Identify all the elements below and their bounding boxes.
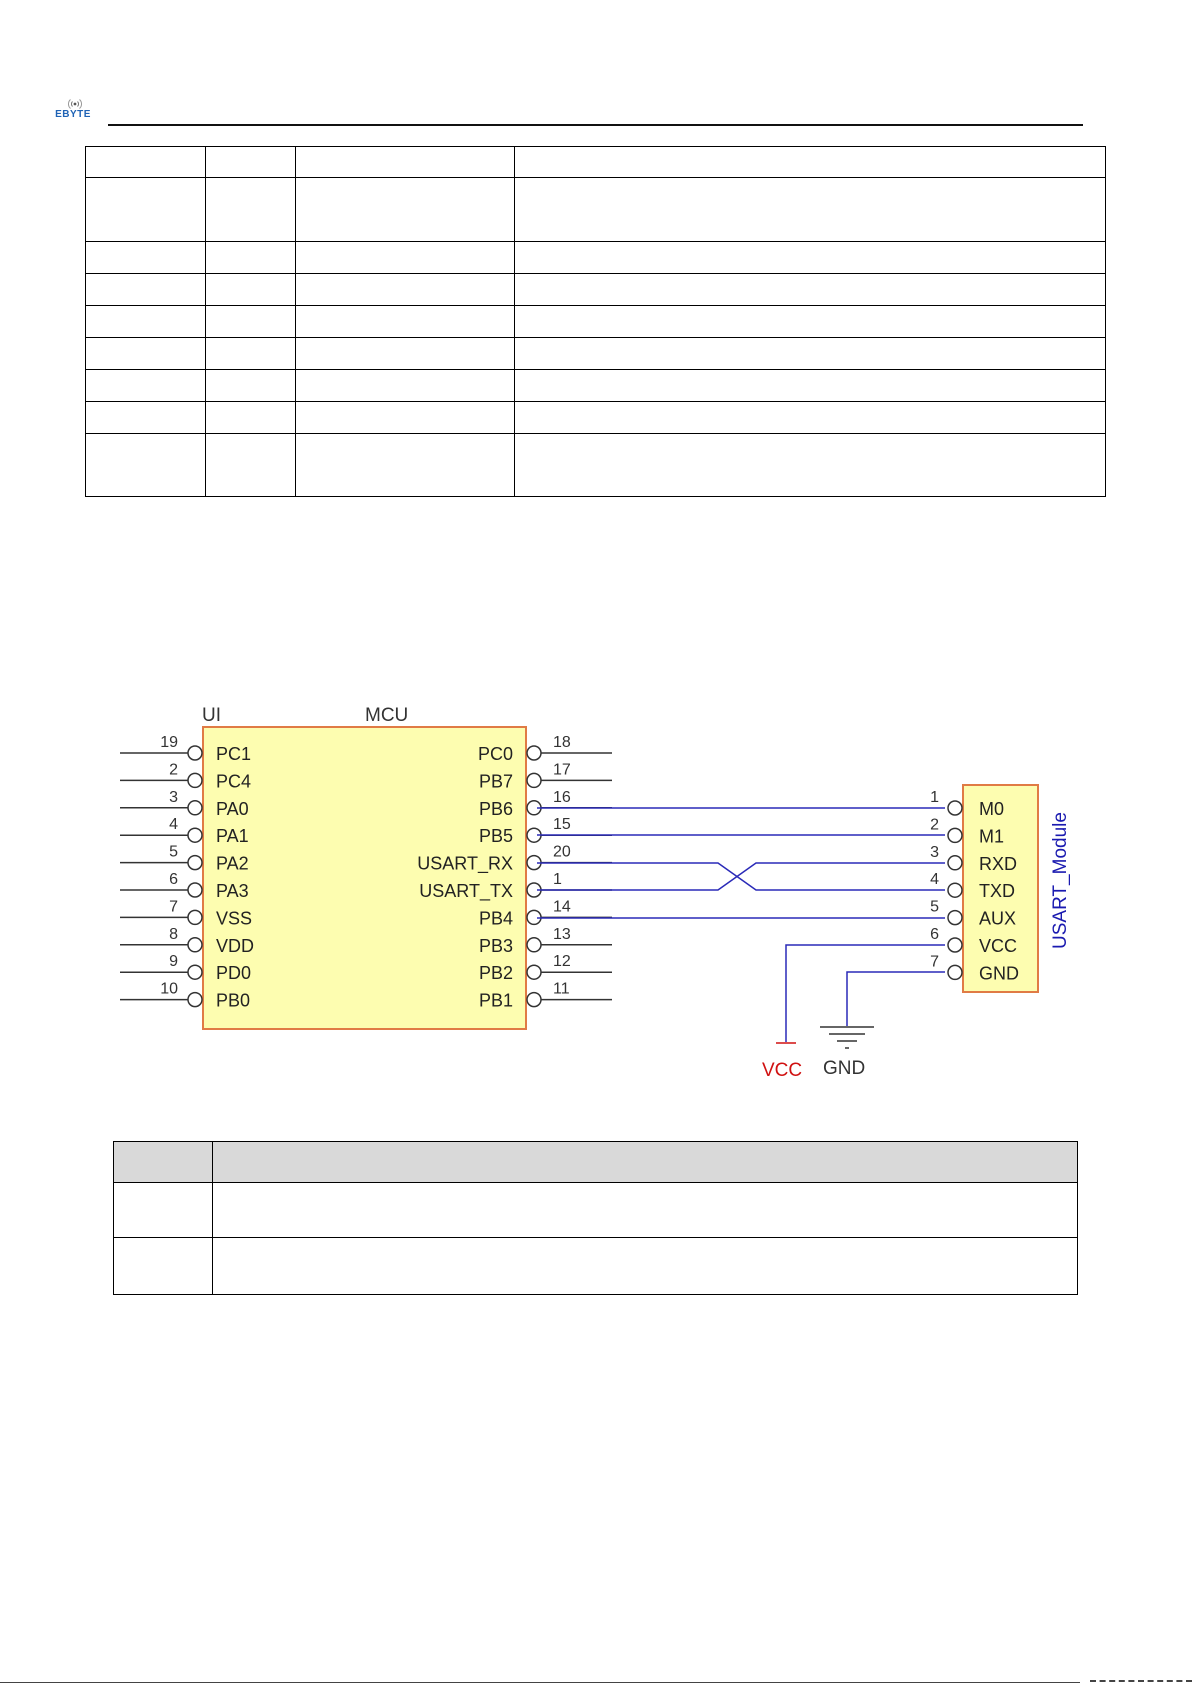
pin-name: PC1: [216, 744, 252, 764]
vcc-label: VCC: [762, 1060, 803, 1081]
pin-number: 7: [930, 953, 939, 971]
pin-number: 14: [553, 898, 571, 916]
pin-number: 16: [553, 788, 571, 806]
pin-number: 17: [553, 761, 571, 779]
mcu-left-pins: [120, 734, 254, 1011]
pin-name: M1: [979, 826, 1005, 847]
mcu-label: MCU: [365, 705, 409, 726]
pin-number: 3: [169, 788, 178, 806]
pin-terminal: [188, 910, 202, 924]
pin-terminal: [527, 773, 541, 787]
pin-name: PB1: [478, 990, 513, 1011]
pin-name: AUX: [979, 908, 1017, 929]
pin-name: PB3: [478, 935, 513, 956]
pin-number: 2: [169, 761, 178, 779]
pin-terminal: [188, 965, 202, 979]
pin-number: 3: [930, 843, 939, 861]
pin-name: PB4: [478, 908, 513, 929]
pin-name: PA2: [216, 853, 249, 874]
pin-terminal: [188, 773, 202, 787]
pin-name: RXD: [979, 853, 1018, 874]
wire-usart-rx-txd: [537, 863, 945, 890]
pin-name: PB7: [478, 771, 513, 792]
gnd-label: GND: [823, 1058, 866, 1079]
pin-name: USART_TX: [419, 881, 513, 901]
pin-name: USART_RX: [417, 853, 513, 874]
pin-number: 12: [553, 953, 571, 971]
pin-name: PA3: [216, 881, 249, 901]
logo-text: EBYTE: [55, 109, 91, 120]
ground-icon: [820, 1027, 874, 1048]
pin-terminal: [948, 856, 962, 870]
pin-number: 9: [169, 953, 178, 971]
pin-number: 5: [930, 898, 939, 916]
pin-terminal: [188, 938, 202, 952]
pin-name: TXD: [979, 881, 1015, 902]
table-row: [114, 1183, 1078, 1238]
pin-name: VCC: [979, 936, 1018, 956]
pin-number: 7: [169, 898, 178, 916]
table-header-row: [114, 1142, 1078, 1183]
pin-number: 6: [169, 871, 178, 888]
pin-terminal: [948, 911, 962, 925]
pin-name: PB0: [216, 990, 251, 1011]
pin-name: VSS: [216, 908, 253, 929]
pin-name: PD0: [216, 963, 252, 984]
pin-name: VDD: [216, 935, 255, 956]
pin-number: 6: [930, 926, 939, 943]
pin-terminal: [948, 938, 962, 952]
pin-number: 2: [930, 816, 939, 834]
pin-name: PC4: [216, 771, 252, 792]
footer-dashes: [1090, 1680, 1192, 1682]
wire-usart-tx-rxd: [537, 863, 945, 890]
pin-number: 19: [160, 734, 178, 751]
mcu-corner-label: UI: [202, 705, 221, 726]
pin-terminal: [527, 746, 541, 760]
connection-wires: [537, 808, 945, 1042]
pin-number: 8: [169, 925, 178, 943]
pin-terminal: [527, 993, 541, 1007]
pin-number: 5: [169, 843, 178, 861]
pin-terminal: [948, 883, 962, 897]
footer-rule: [0, 1682, 1080, 1683]
pin-name: PB2: [478, 963, 513, 984]
mcu-chip: [203, 727, 526, 1029]
wire-gnd: [847, 972, 945, 1026]
pin-number: 15: [553, 816, 571, 834]
pin-terminal: [948, 801, 962, 815]
pin-number: 4: [169, 816, 178, 834]
pin-terminal: [527, 938, 541, 952]
pin-terminal: [527, 965, 541, 979]
pin-terminal: [948, 828, 962, 842]
pin-name: PB6: [478, 798, 513, 819]
pin-name: GND: [979, 963, 1019, 984]
pin-number: 20: [553, 843, 571, 861]
pin-terminal: [188, 801, 202, 815]
pin-terminal: [188, 883, 202, 897]
pin-name: M0: [979, 799, 1005, 819]
usart-module-label: USART_Module: [1050, 812, 1071, 949]
table-row: [114, 1238, 1078, 1295]
pin-name: PB5: [478, 826, 513, 847]
pin-terminal: [188, 856, 202, 870]
pin-number: 4: [930, 871, 939, 889]
pin-number: 11: [553, 980, 570, 998]
notes-table: [113, 1141, 1078, 1295]
pin-name: PA0: [216, 798, 249, 819]
pin-number: 10: [160, 980, 178, 998]
pin-terminal: [948, 965, 962, 979]
pin-terminal: [188, 746, 202, 760]
pin-number: 1: [553, 871, 562, 888]
pin-number: 1: [930, 789, 939, 806]
pin-number: 13: [553, 925, 571, 943]
pin-number: 18: [553, 734, 571, 751]
pin-name: PC0: [477, 744, 513, 764]
pin-terminal: [188, 828, 202, 842]
pin-terminal: [188, 993, 202, 1007]
pin-name: PA1: [216, 826, 249, 847]
